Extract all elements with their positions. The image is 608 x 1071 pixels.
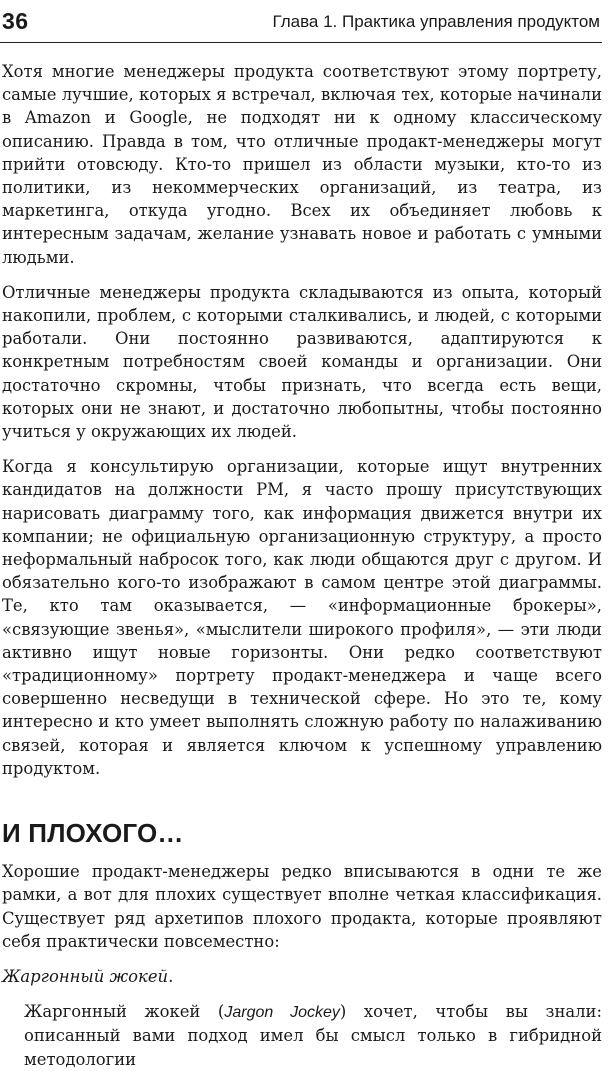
page-header bbox=[0, 2, 602, 43]
archetype-term: Жаргонный жокей. bbox=[2, 966, 174, 986]
archetype-english-name: Jargon Jockey bbox=[224, 1004, 340, 1022]
section-paragraph: Хорошие продакт-менеджеры редко вписываются в одни те же рамки, а вот для плохих существует вполне четкая классификация. Существует ряд архетипов плохого продакта, которые проявляют себя практически повсеместно: bbox=[2, 862, 602, 951]
archetype-description-end: ) хочет, чтобы вы знали: описанный вами подход имел бы смысл только в гибридной методологии bbox=[24, 1002, 602, 1069]
paragraph-3: Когда я консультирую организации, которые ищут внутренних кандидатов на должности PM, я часто прошу присутствующих нарисовать диаграмму того, как информация движется внутри их компании; не официальную организационную структуру, а просто неформальный набросок того, как люди общаются друг с другом. И обязательно кого-то изображают в самом центре этой диаграммы. Те, кто там оказывается, — «информационные брокеры», «связующие звенья», «мыслители широкого профиля», — эти люди активно ищут новые горизонты. Они редко соответствуют «традиционному» портрету продакт-менеджера и чаще всего совершенно несведущи в технической сфере. Но это те, кому интересно и кто умеет выполнять сложную работу по налаживанию связей, которая и является ключом к успешному управлению продуктом. bbox=[2, 457, 602, 778]
archetype-description bbox=[2, 1000, 602, 1071]
section-heading: И ПЛОХОГО… bbox=[2, 818, 184, 849]
running-head: Глава 1. Практика управления продуктом bbox=[272, 12, 600, 31]
paragraph-1: Хотя многие менеджеры продукта соответствуют этому портрету, самые лучшие, которых я встречал, включая тех, которые начинали в Amazon и Google, не подходят ни к одному классическому описанию. Правда в том, что отличные продакт-менеджеры могут прийти отовсюду. Кто-то пришел из области музыки, кто-то из политики, из некоммерческих организаций, из театра, из маркетинга, откуда угодно. Всех их объединяет любовь к интересным задачам, желание узнавать новое и работать с умными людьми. bbox=[2, 62, 602, 267]
page-number: 36 bbox=[2, 8, 29, 34]
body-text bbox=[2, 60, 602, 1071]
paragraph-2: Отличные менеджеры продукта складываются из опыта, который накопили, проблем, с которыми сталкивались, и людей, с которыми работали. Они постоянно развиваются, адаптируются к конкретным потребностям своей команды и организации. Они достаточно скромны, чтобы признать, что всегда есть вещи, которых они не знают, и достаточно любопытны, чтобы постоянно учиться у окружающих их людей. bbox=[2, 282, 602, 442]
archetype-description-start: Жаргонный жокей ( bbox=[24, 1002, 225, 1022]
